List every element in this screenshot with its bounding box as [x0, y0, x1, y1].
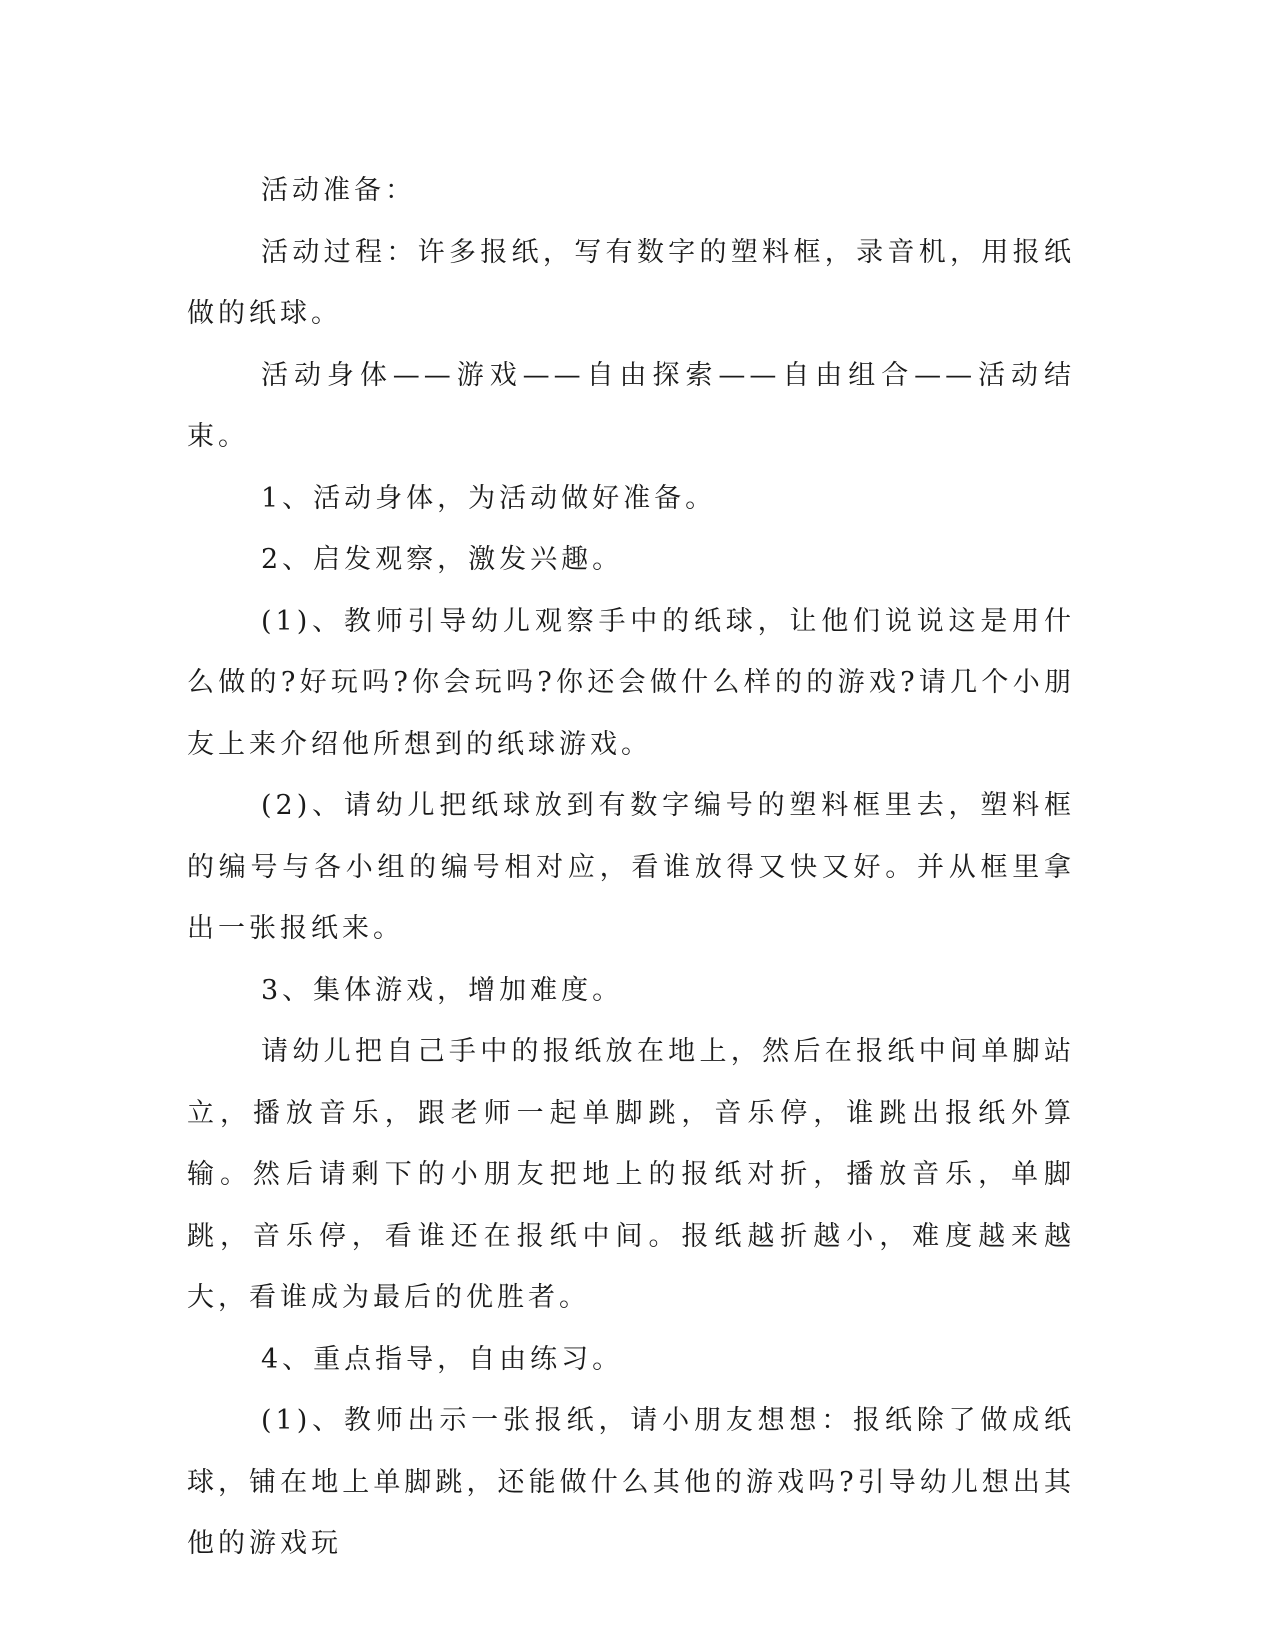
- paragraph-step-3-body: 请幼儿把自己手中的报纸放在地上，然后在报纸中间单脚站立，播放音乐，跟老师一起单脚跳，音乐停，谁跳出报纸外算输。然后请剩下的小朋友把地上的报纸对折，播放音乐，单脚跳，音乐停，看谁还在报纸中间。报纸越折越小，难度越来越大，看谁成为最后的优胜者。: [187, 1036, 1075, 1313]
- paragraph-step-2: 2、启发观察，激发兴趣。: [261, 544, 624, 575]
- paragraph-step-1: 1、活动身体，为活动做好准备。: [261, 482, 717, 514]
- paragraph-step-4: 4、重点指导，自由练习。: [261, 1343, 624, 1375]
- document-body: [187, 160, 1075, 1575]
- paragraph-step-2-2: (2)、请幼儿把纸球放到有数字编号的塑料框里去，塑料框的编号与各小组的编号相对应，看谁放得又快又好。并从框里拿出一张报纸来。: [187, 790, 1075, 944]
- paragraph-step-3: 3、集体游戏，增加难度。: [261, 974, 624, 1006]
- paragraph-activity-preparation: 活动准备：: [261, 175, 416, 206]
- paragraph-activity-flow: 活动身体——游戏——自由探索——自由组合——活动结束。: [187, 359, 1075, 452]
- paragraph-step-4-1: (1)、教师出示一张报纸，请小朋友想想：报纸除了做成纸球，铺在地上单脚跳，还能做什么其他的游戏吗?引导幼儿想出其他的游戏玩: [187, 1405, 1075, 1559]
- paragraph-activity-process: 活动过程：许多报纸，写有数字的塑料框，录音机，用报纸做的纸球。: [187, 236, 1075, 329]
- paragraph-step-2-1: (1)、教师引导幼儿观察手中的纸球，让他们说说这是用什么做的?好玩吗?你会玩吗?你还会做什么样的的游戏?请几个小朋友上来介绍他所想到的纸球游戏。: [187, 605, 1075, 760]
